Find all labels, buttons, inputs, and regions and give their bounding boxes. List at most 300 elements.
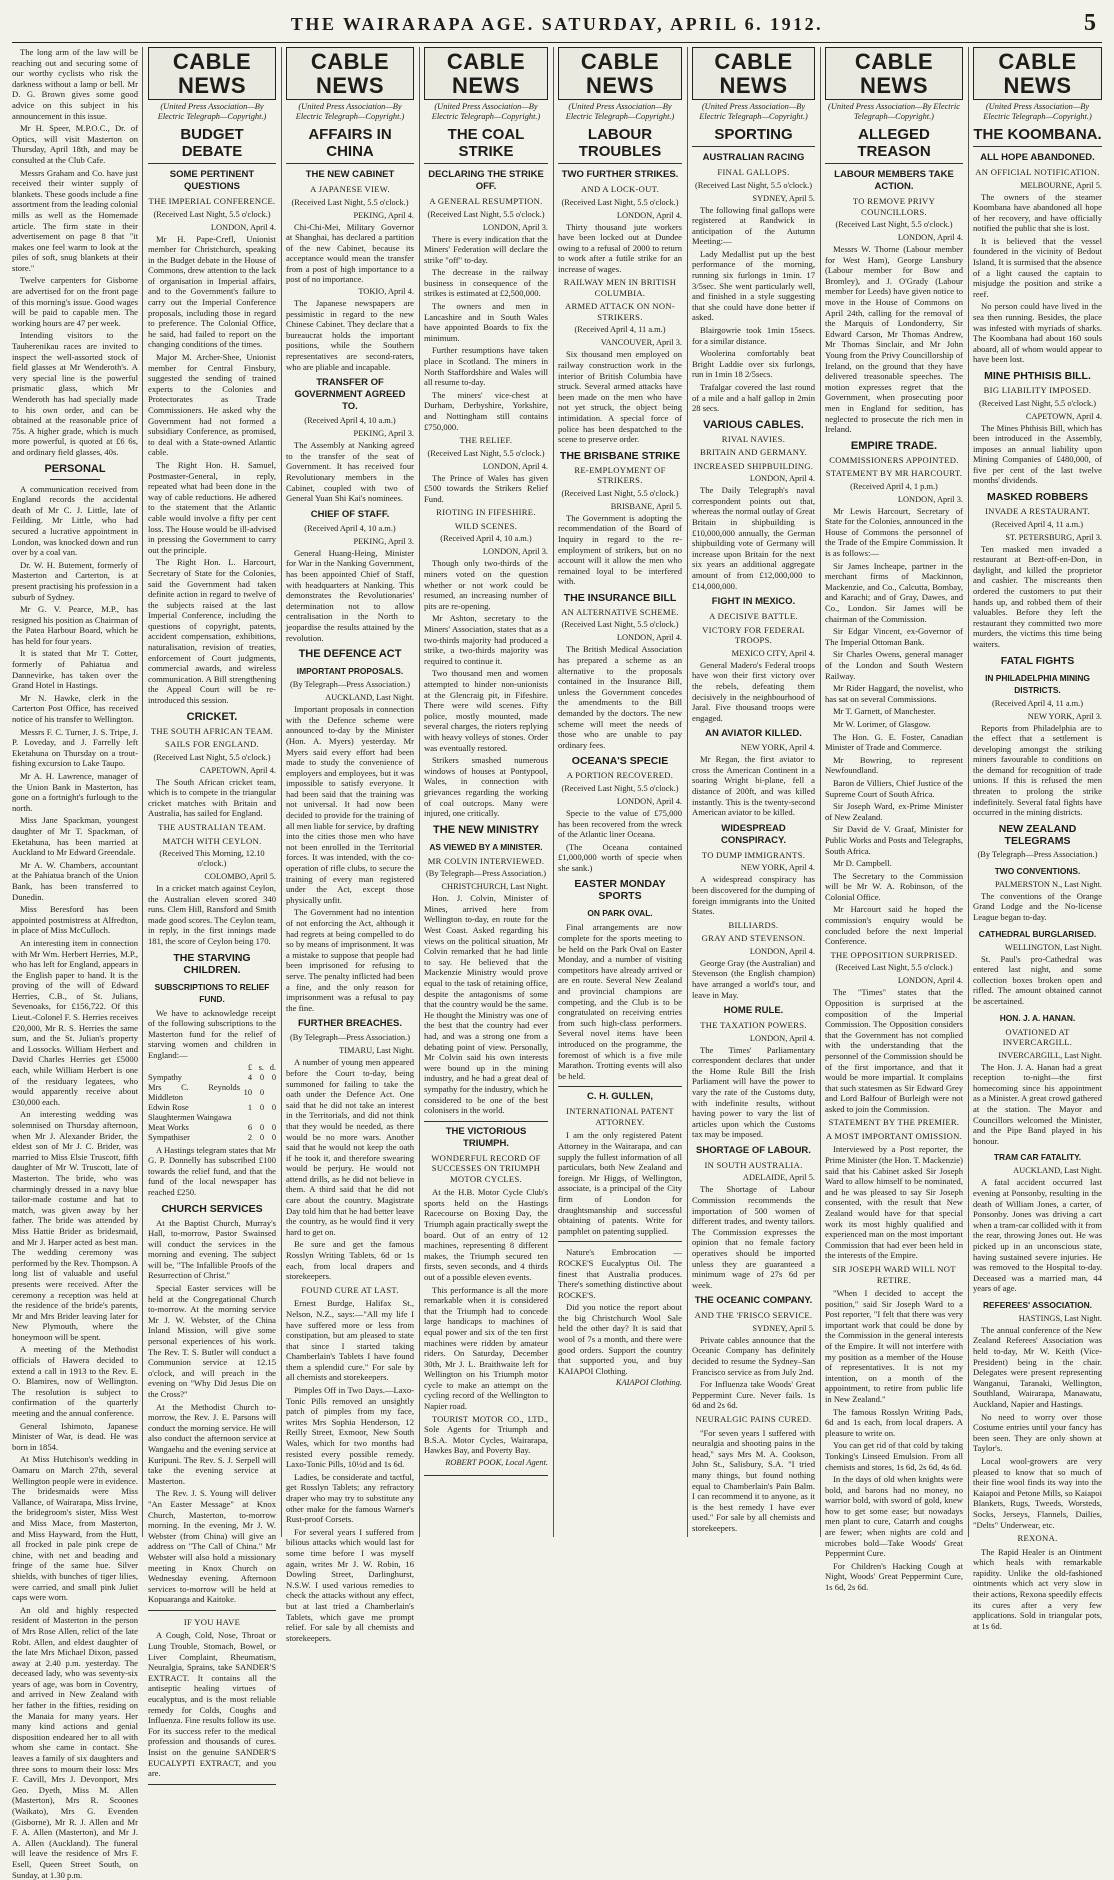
topic-line: MR COLVIN INTERVIEWED. xyxy=(427,855,545,866)
section-heading: THE NEW MINISTRY xyxy=(433,823,539,836)
dateline: LONDON, April 4. xyxy=(616,633,682,643)
paragraph: It is stated that Mr T. Cotter, formerly of Pahiatua and Dannevirke, has taken over the Grand Hotel in Hastings. xyxy=(12,648,138,691)
dateline: PALMERSTON N., Last Night. xyxy=(994,879,1102,889)
subheading: ALL HOPE ABANDONED. xyxy=(980,152,1095,163)
table-cell: Edwin Rose xyxy=(148,1102,189,1112)
received-line: (Received Last Night, 5.5 o'clock.) xyxy=(561,783,679,793)
subheading: SOME PERTINENT QUESTIONS xyxy=(169,169,255,192)
paragraph: Mr W. Lorimer, of Glasgow. xyxy=(833,718,931,729)
ad-title: REXONA. xyxy=(1017,1533,1058,1544)
dateline: LONDON, April 4. xyxy=(210,222,276,232)
subheading: DECLARING THE STRIKE OFF. xyxy=(428,169,544,192)
column-7 xyxy=(825,47,963,1593)
received-line: (Received April 4, 1 p.m.) xyxy=(850,481,938,491)
topic-line: SAILS FOR ENGLAND. xyxy=(165,739,259,750)
dateline: WELLINGTON, Last Night. xyxy=(1004,942,1102,952)
paragraph: No person could have lived in the sea then running. Besides, the place was infested with myriads of sharks. The Koombana had about 160 souls aboard, all of whom would appear to have been lost. xyxy=(973,301,1102,365)
table-cell: Sympathiser xyxy=(148,1132,190,1142)
paragraph: The annual conference of the New Zealand Referees' Association was held to-day, Mr W. Keith (Vice-President) being in the chair. Delegates were present representing Wanganui, Taranaki, Wellington, Southland, Wairarapa, Manawatu, Auckland, Napier and Hastings. xyxy=(973,1324,1102,1410)
dateline: BRISBANE, April 5. xyxy=(610,501,682,511)
dateline: LONDON, April 4. xyxy=(897,976,963,986)
section-heading: EASTER MONDAY SPORTS xyxy=(574,878,666,903)
paragraph: Special Easter services will be held at the Congregational Church to-morrow. At the morning service Mr J. W. Webster, of the China Inland Mission, will give some personal experiences of his work. The Rev. T. S. Butler will conduct a Communion service at 12.15 o'clock, and will preach in the evening on "Why Did Jesus Die on the Cross?" xyxy=(148,1283,276,1399)
column-5 xyxy=(558,47,682,1537)
paragraph: Lady Medallist put up the best performance of the morning, running six furlongs in 1min. 17 3/5sec. She went particularly well, and finished in a style suggesting that she could have done better if asked. xyxy=(692,248,815,323)
credit-line: (United Press Association—By Electric Telegraph—Copyright.) xyxy=(565,102,675,121)
paragraph: The Rev. J. S. Young will deliver "An Easter Message" at Knox Church, Masterton, to-morrow morning. In the evening, Mr J. W. Webster (from China) will give an address on "The Call of China." Mr Webster will also hold a missionary meeting in Knox Church on Wednesday evening. Afternoon services to-morrow will be held at Kopuaranga and Kaitoke. xyxy=(148,1488,276,1605)
table-row xyxy=(148,1073,276,1083)
table-cell: 10 xyxy=(243,1087,252,1097)
paragraph: Trafalgar covered the last round of a mile and a half gallop in 2min 28 secs. xyxy=(692,382,815,414)
subheading: TRAM CAR FATALITY. xyxy=(993,1152,1082,1163)
paragraph: Mr T. Garnett, of Manchester. xyxy=(833,706,936,717)
dateline: LONDON, April 4. xyxy=(749,474,815,484)
topic-line: STATEMENT BY THE PREMIER. xyxy=(828,1117,960,1128)
table-cell: 0 xyxy=(271,1102,276,1112)
paragraph: Though only two-thirds of the miners voted on the question whether or not work could be resumed, an increasing number of pits are re-opening. xyxy=(424,558,548,611)
topic-line: THE IMPERIAL CONFERENCE. xyxy=(148,196,276,206)
column-rule xyxy=(968,47,969,1537)
section-heading: EMPIRE TRADE. xyxy=(850,439,938,452)
advertisement: No need to worry over those Costume entries until your fancy has been seen. They are only shown at Taylor's. xyxy=(973,1411,1102,1454)
topic-line: INCREASED SHIPBUILDING. xyxy=(693,460,814,471)
table-cell: 1 xyxy=(247,1102,252,1112)
page-number: 5 xyxy=(1084,10,1096,36)
cable-news-banner: CABLE NEWS xyxy=(558,47,682,100)
paragraph: Miss Beresford has been appointed postmistress at Alfredton, in place of Miss McCulloch. xyxy=(12,904,138,936)
topic-line: THE AUSTRALIAN TEAM. xyxy=(158,822,266,832)
paragraph: Mr H. Pape-Crefl, Unionist member for Christchurch, speaking in the Budget debate in the House of Commons, drew attention to the lack of organisation in Imperial affairs, and to the Government's failure to carry out the Imperial Conference proposals, including those in regard to preference. The Colonial Office, he said, had failed to report on the changing conditions of the times. xyxy=(148,233,276,350)
dateline: LONDON, April 4. xyxy=(749,1033,815,1043)
subheading: ON PARK OVAL. xyxy=(587,908,653,919)
dateline: TIMARU, Last Night. xyxy=(339,1046,414,1056)
ad-title: NEURALGIC PAINS CURED. xyxy=(695,1414,812,1425)
received-line: (Received April 4, 11 a.m.) xyxy=(574,325,666,335)
paragraph: The Hon. G. E. Foster, Canadian Minister of Trade and Commerce. xyxy=(825,731,963,753)
advertisement: "For seven years I suffered with neuralgia and shooting pains in the head," says Mrs M. A. Cookson, John St., Salisbury, S.A. "I tried many things, but found nothing equal to Chamberlain's Pain Balm. I can recommend it to anyone, as it is the best remedy I have ever used." For sale by all chemists and storekeepers. xyxy=(692,1427,815,1533)
table-cell: Slaughtermen Waingawa xyxy=(148,1112,232,1122)
paragraph: The Assembly at Nanking agreed to the transfer of the seat of Government. It has received four Revolutionary members in the Cabinet, coupled with two of General Yuan Shi Kai's nominees. xyxy=(286,440,414,504)
ad-text: At the H.B. Motor Cycle Club's sports held on the Hastings Racecourse on Boxing Day, the Triumph again practically swept the board. Out of an entry of 12 machines, representing 8 different makes, the Triumph secured ten firsts, seven seconds, and 4 thirds out of a possible eleven events. xyxy=(424,1187,548,1282)
credit-line: (By Telegraph—Press Association.) xyxy=(290,680,410,690)
advertisement: Nature's Embrocation — ROCKE'S Eucalyptus Oil. The finest that Australia produces. There's something distinctive about ROCKE'S. xyxy=(558,1247,682,1300)
headline: THE COAL STRIKE xyxy=(424,126,548,164)
paragraph: It is believed that the vessel foundered in the vicinity of Bedout Island, It is surmised that the absence of a light caused the captain to misjudge the position and strike a reef. xyxy=(973,235,1102,299)
paragraph: Private cables announce that the Oceanic Company has definitely decided to resume the Sydney–San Francisco service as from July 2nd. xyxy=(692,1334,815,1377)
received-line: (Received Last Night, 5.5 o'clock.) xyxy=(561,197,679,207)
paragraph: Specie to the value of £75,000 has been recovered from the wreck of the Atlantic liner Oceana. xyxy=(558,807,682,840)
dateline: HASTINGS, Last Night. xyxy=(1018,1313,1102,1323)
paragraph: Sir James Incheape, partner in the merchant firms of Mackinnon, Mackenzie, and Co., Calcutta, Bombay, and Karachi; and of Gray, Dawes, and Co., London. Sir James will be chairman of the Commission. xyxy=(825,560,963,624)
table-cell xyxy=(240,1113,252,1123)
table-cell: s. xyxy=(258,1062,264,1072)
section-heading: VARIOUS CABLES. xyxy=(703,418,804,431)
paragraph: Ten masked men invaded a restaurant at Bezt-off-en-Don, in daylight, and killed the proprietor and cashier. The miscreants then ordered the customers to put their hands up, and robbed them of their valuables. Before they left the restaurant they committed two more murders, the victims this time being waiters. xyxy=(973,543,1102,649)
column-rule xyxy=(820,47,821,1537)
topic-line: THE TAXATION POWERS. xyxy=(700,1020,807,1031)
topic-line: AN OFFICIAL NOTIFICATION. xyxy=(975,167,1100,177)
paragraph: Hon. J. Colvin, Minister of Mines, arrived here from Wellington to-day, en route for the West Coast. Asked regarding his views on the political situation, Mr Colvin remarked that he had little to say. He believed that the Mackenzie Ministry would prove equal to the task of retaining office, despite the antagonisms of some that the country would be the same. He thought the Ministry was one of the best that the country had ever had, and was a strong one from a debating point of view. Personally, Mr Colvin said his own interests were bound up in the mining industry, and he had a great deal of sympathy for the industry, which he considered to be one of the best colonisers in the world. xyxy=(424,893,548,1116)
table-cell: 4 xyxy=(247,1072,252,1082)
advertisement: Ladies, be considerate and tactful, get Rosslyn Tablets; any refractory draper who may try to substitute any other make for the famous Warner's Rust-proof Corsets. xyxy=(286,1471,414,1525)
column-rule xyxy=(419,47,420,1537)
paragraph: Sir Charles Owens, general manager of the London and South Western Railway. xyxy=(825,649,963,681)
dateline: SYDNEY, April 5. xyxy=(752,1323,815,1333)
column-6 xyxy=(692,47,815,1537)
paragraph: The Prince of Wales has given £500 towards the Strikers Relief Fund. xyxy=(424,472,548,504)
cable-news-banner: CABLE NEWS xyxy=(692,47,815,100)
received-line: (Received Last Night, 5.5 o'clock.) xyxy=(835,963,953,973)
masthead xyxy=(12,6,1102,43)
subscription-table xyxy=(148,1063,276,1143)
paragraph: The Times' Parliamentary correspondent declares that under the Home Rule Bill the Irish Parliament will have the power to vary the rate of the Customs duty, with indefinite results, without having power to vary the list of articles upon which the Customs tax may be imposed. xyxy=(692,1044,815,1140)
section-heading: FIGHT IN MEXICO. xyxy=(711,596,796,608)
received-line: (Received April 4, 10 a.m.) xyxy=(304,416,396,426)
section-heading: SHORTAGE OF LABOUR. xyxy=(696,1144,811,1156)
paragraph: Sir Joseph Ward, ex-Prime Minister of New Zealand. xyxy=(825,801,963,822)
topic-line: GRAY AND STEVENSON. xyxy=(701,933,806,944)
paragraph: Messrs W. Thorne (Labour member for West Ham), George Lansbury (Labour member for Bow and Bromley), and J. O'Grady (Labour member for Leeds) have given notice to move in the House of Commons on April 24th, calling for the removal of the Marquis of Londonderry, Sir Edward Carson, Mr Thomas Andrew, Mr Thomas Sinclair, and Mr John Young from the Privy Councillorship of Ireland, on the ground that they have delivered treasonable speeches. The motion expresses regret that the Government, when prosecuting poor men in England for sedition, has neglected to prosecute the rich men in Ireland. xyxy=(825,244,963,435)
subheading: REFEREES' ASSOCIATION. xyxy=(982,1299,1093,1310)
paragraph: An interesting wedding was solemnised on Thursday afternoon, when Mr J. Alexander Brider, the eldest son of Mr J. C. Brider, was married to Miss Elsie Truscott, fifth daughter of Mr W. Truscott, late of Masterton. The bride, who was charmingly dressed in a navy blue tailor-made costume and hat to match, was given away by her father. The bride was attended by Miss Hattie Brider as bridesmaid, and Mr J. Harper acted as best man. The wedding ceremony was performed by the Rev. Thompson. A long list of valuable and useful presents were received. After the ceremony a reception was held at the residence of the bride's parents, Mr and Mrs Brider leaving later for New Plymouth, where the honeymoon will be spent. xyxy=(12,1109,138,1342)
table-cell xyxy=(148,1063,240,1073)
table-cell: 0 xyxy=(259,1102,264,1112)
paragraph: The miners' vice-chest at Durham, Derbyshire, Yorkshire, and Nottingham still contains £750,000. xyxy=(424,389,548,432)
advertisement: Local wool-growers are very pleased to know that so much of their fine wool finds its way into the Kaiapoi and Petone Mills, so Kaiapoi Blankets, Rugs, Tweeds, Worsteds, Socks, Jerseys, Flannels, Dailies, "Delts" Underwear, etc. xyxy=(973,1456,1102,1530)
received-line: (Received Last Night, 5.5 o'clock.) xyxy=(153,209,271,219)
paragraph: An old and highly respected resident of Masterton in the person of Mrs Rose Allen, relict of the late Robt. Allen, and eldest daughter of the late Mrs Michael Dixon, passed away at 2.40 p.m. yesterday. The deceased lady, who was seventy-six years of age, was born in Coventry, and arrived in New Zealand with her father in the fifties, residing on the Manaia for many years. Her many kind actions and genial disposition endeared her to all with whom she came in contact. She leaves a family of six daughters and three sons to mourn their loss: Mrs F. Cavill, Mrs J. Devonport, Mrs Geo. Dyeth, Miss M. Allen (Masterton), Mrs R. Scoones (Waikato), Mrs G. Evenden (Gisborne), Mr R. J. Allen and Mr F. A. Allen (Masterton), and Mr J. A. Allen (Auckland). The funeral will leave the residence of Mrs F. Esell, Queen Street South, on Sunday, at 1.30 p.m. xyxy=(12,1604,138,1880)
paragraph: A communication received from England records the accidental death of Mr C. J. Little, late of Feilding. Mr Little, who had secured a lucrative appointment in London, was knocked down and run over by a coal van. xyxy=(12,483,138,558)
paragraph: Reports from Philadelphia are to the effect that a settlement is developing amongst the striking miners favourable to conditions on the demand for recognition of trade unions. If this is refused the men threaten to prolong the strike indefinitely. Several fatal fights have occurred in the mining districts. xyxy=(973,722,1102,818)
paragraph: Thirty thousand jute workers have been locked out at Dundee owing to a refusal of 2000 to return to work after a futile strike for an increase of wages. xyxy=(558,221,682,274)
topic-line: VICTORY FOR FEDERAL TROOPS. xyxy=(702,624,805,646)
paragraph: Mr A. W. Chambers, accountant at the Pahiatua branch of the Union Bank, has been transferred to Dunedin. xyxy=(12,859,138,902)
paragraph: Twelve carpenters for Gisborne are advertised for on the front page of this morning's issue. Good wages will be paid to capable men. The working hours are 47 per week. xyxy=(12,275,138,328)
advertisement xyxy=(558,1086,682,1242)
paragraph: The Right Hon. H. Samuel, Postmaster-General, in reply, repeated what had been done in the way of cable reductions. He adhered to the statement that the Atlantic cable would involve a fifty per cent loss. The House would be ill-advised in pressing the Government to carry out the principle. xyxy=(148,459,276,555)
received-line: (Received Last Night, 5.5 o'clock.) xyxy=(291,197,409,207)
section-heading: CHURCH SERVICES xyxy=(161,1202,263,1215)
divider xyxy=(50,479,100,480)
paragraph: Mr D. Campbell. xyxy=(833,858,892,869)
paragraph: Mr Ashton, secretary to the Miners' Association, states that as a two-thirds majority had produced a strike, a two-thirds majority was required to continue it. xyxy=(424,613,548,666)
paragraph: George Gray (the Australian) and Stevenson (the English champion) have arranged a world's tour, and leave in May. xyxy=(692,957,815,1000)
paragraph: Mr Lewis Harcourt, Secretary of State for the Colonies, announced in the House of Commons the personnel of the Trade of the Empire Commission. It is as follows:— xyxy=(825,505,963,559)
paragraph: In a cricket match against Ceylon, the Australian eleven scored 340 runs. Clem Hill, Ransford and Smith made good scores. The Ceylon team, in reply, in the first innings made 181, the score of Ceylon being 170. xyxy=(148,883,276,946)
table-cell: Meat Works xyxy=(148,1122,189,1132)
topic-line: RIVAL NAVIES. xyxy=(721,433,786,444)
dateline: VANCOUVER, April 3. xyxy=(600,338,682,348)
dateline: SYDNEY, April 5. xyxy=(752,193,815,203)
topic-line: MATCH WITH CEYLON. xyxy=(162,835,262,846)
received-line: (Received Last Night, 5.5 o'clock.) xyxy=(561,620,679,630)
topic-line: THE RELIEF. xyxy=(459,435,513,446)
paragraph: Mr H. Speer, M.P.O.C., Dr. of Optics, will visit Masterton on Thursday, April 18th, and may be consulted at the Club Cafe. xyxy=(12,123,138,165)
advertisement: For Children's Hacking Cough at Night, Woods' Great Peppermint Cure, 1s 6d, 2s 6d. xyxy=(825,1560,963,1593)
topic-line: A JAPANESE VIEW. xyxy=(310,184,390,194)
section-heading: PERSONAL xyxy=(44,462,106,475)
ad-subtitle: WONDERFUL RECORD OF SUCCESSES ON TRIUMPH MOTOR CYCLES. xyxy=(431,1152,541,1184)
paragraph: Interviewed by a Post reporter, the Prime Minister (the Hon. T. Mackenzie) said that his Cabinet asked Sir Joseph Ward to allow himself to be nominated, and he was pleased to say Sir Joseph consented, with the result that New Zealand would have for that special work its most highly qualified and experienced man on the most important Commission that had ever been held in the interests of the Empire. xyxy=(825,1144,963,1261)
masthead-title: THE WAIRARAPA AGE. SATURDAY, APRIL 6. 1912. xyxy=(290,14,824,34)
received-line: (Received Last Night, 5.5 o'clock.) xyxy=(427,209,545,219)
subheading: HON. J. A. HANAN. xyxy=(999,1012,1076,1023)
credit-line: (United Press Association—By Electric Telegraph—Copyright.) xyxy=(431,102,541,121)
cable-news-banner: CABLE NEWS xyxy=(148,47,276,100)
topic-line: STATEMENT BY MR HARCOURT. xyxy=(825,468,963,479)
column-4 xyxy=(424,47,548,1537)
advertisement xyxy=(148,1610,276,1785)
subheading: LABOUR MEMBERS TAKE ACTION. xyxy=(834,169,954,192)
dateline: LONDON, April 3. xyxy=(897,494,963,504)
table-row xyxy=(148,1133,276,1143)
credit-line: (United Press Association—By Electric Telegraph—Copyright.) xyxy=(699,102,808,121)
dateline: LONDON, April 4. xyxy=(897,233,963,242)
received-line: (Received Last Night, 5.5 o'clock.) xyxy=(427,448,545,458)
dateline: NEW YORK, April 3. xyxy=(1027,711,1102,721)
headline: AFFAIRS IN CHINA xyxy=(286,126,414,164)
table-cell: 0 xyxy=(259,1132,264,1142)
advertisement xyxy=(424,1121,548,1476)
paragraph: The Daily Telegraph's naval correspondent points out that, whereas the normal outlay of Great Britain in shipbuilding is £10,000,000 annually, the German shipbuilding vote of Germany will increase upon Britain for the next six years an additional aggregate amount of from £12,000,000 to £14,000,000. xyxy=(692,485,815,591)
topic-line: TO DUMP IMMIGRANTS. xyxy=(701,849,806,860)
paragraph: A Hastings telegram states that Mr G. P. Donnelly has subscribed £100 towards the relief fund, and that the fund of the local newspaper has reached £250. xyxy=(148,1144,276,1197)
paragraph: The Mines Phthisis Bill, which has been introduced in the Assembly, imposes an annual liability upon Mining Companies of £480,000, of five per cent of the last twelve months' dividends. xyxy=(973,422,1102,486)
paragraph: Mr A. H. Lawrence, manager of the Union Bank in Masterton, has gone on a fortnight's furlough to the north. xyxy=(12,771,138,813)
advertisement: Ernest Burdge, Halifax St., Nelson, N.Z., says:—"All my life I have suffered more or less from constipation, but am pleased to state that since I started taking Chamberlain's Tablets I have found them a splendid cure." For sale by all chemists and storekeepers. xyxy=(286,1298,414,1383)
paragraph: The Shortage of Labour Commission recommends the importation of 500 women of different trades, and twenty tailors. The Commission expresses the opinion that no female factory operatives should be imported unless they are guaranteed a minimum wage of 27s 6d per week. xyxy=(692,1184,815,1290)
topic-line: THE OPPOSITION SURPRISED. xyxy=(830,949,958,960)
paragraph: Messrs Graham and Co. have just received their winter supply of blankets. These goods include a fine assortment from the leading colonial mills as well as the Homemade article. The firm state in their advertisement on page 8 that "it makes one feel warm to look at the piles of soft, snug blankets at their store." xyxy=(12,167,139,273)
topic-line: RAILWAY MEN IN BRITISH COLUMBIA. xyxy=(563,277,677,298)
table-cell: d. xyxy=(269,1062,276,1072)
paragraph: Six thousand men employed on railway construction work in the interior of British Columbia have struck. Several armed attacks have been made on the men who have not yet struck, the object being intimidation. A special force of police has been despatched to the scene to preserve order. xyxy=(558,349,682,445)
ad-text: TOURIST MOTOR CO., LTD., Sole Agents for Triumph and B.S.A. Motor Cycles, Wairarapa, Hawkes Bay, and Poverty Bay. xyxy=(424,1413,548,1456)
received-line: (Received This Morning, 12.10 o'clock.) xyxy=(159,849,265,868)
dateline: CAPETOWN, April 4. xyxy=(1025,411,1102,421)
table-row xyxy=(148,1123,276,1133)
paragraph: General Ishimoto, Japanese Minister of War, is dead. He was born in 1854. xyxy=(12,1420,138,1452)
table-cell: 0 xyxy=(271,1122,276,1132)
paragraph: We have to acknowledge receipt of the following subscriptions to the Masterton fund for the relief of starving women and children in England:— xyxy=(148,1007,276,1060)
table-cell xyxy=(264,1083,276,1103)
cable-news-banner: CABLE NEWS xyxy=(424,47,548,100)
dateline: AUCKLAND, Last Night. xyxy=(1013,1166,1102,1176)
dateline: PEKING, April 4. xyxy=(353,210,414,220)
credit-line: (By Telegraph—Press Association.) xyxy=(290,1033,410,1043)
column-rule xyxy=(142,47,143,1537)
section-heading: CHIEF OF STAFF. xyxy=(310,508,390,520)
paragraph: Mr G. V. Pearce, M.P., has resigned his position as Chairman of the Patea Harbour Board, which he has held for four years. xyxy=(12,604,138,646)
topic-line: AN ALTERNATIVE SCHEME. xyxy=(561,606,679,617)
credit-line: (United Press Association—By Electric Telegraph—Copyright.) xyxy=(295,102,405,121)
paragraph: Major M. Archer-Shee, Unionist member for Central Finsbury, suggested the sending of trained experts to the Colonies and Protectorates as Trade Commissioners. He asked why the Government had not formed a subsidiary Conference, as promised, to deal with a State-owned Atlantic cable. xyxy=(148,352,276,458)
table-row xyxy=(148,1103,276,1113)
section-heading: MINE PHTHISIS BILL. xyxy=(984,370,1091,382)
dateline: CAPETOWN, April 4. xyxy=(199,765,276,775)
subheading: TWO CONVENTIONS. xyxy=(994,865,1081,876)
paragraph: There is every indication that the Miners' Federation will declare the strike "off" to-day. xyxy=(424,233,548,265)
table-cell: 2 xyxy=(247,1132,252,1142)
section-heading: TRANSFER OF GOVERNMENT AGREED TO. xyxy=(294,377,406,413)
paragraph: The owners of the steamer Koombana have abandoned all hope of her recovery, and have officially notified the public that she is lost. xyxy=(973,191,1102,234)
paragraph: An interesting item in connection with Mr Wm. Herbert Herries, M.P., who has left for England, appears in the English paper to hand. It is the proving of the will of Edward Herries, C.B., of St. Julians, Sevenoaks, for £156,722. Of this Lieut.-Colonel F. S. Herries receives £20,000, Mr R. S. Herries the same sum, and the St. Julian's property and Lossocks. William Herbert and David Charles Herries get £5000 each, while William Herbert is one of the residuary legatees, who would apparently receive about £30,000 each. xyxy=(12,937,138,1107)
table-cell: 0 xyxy=(271,1072,276,1082)
topic-line: TO REMOVE PRIVY COUNCILLORS. xyxy=(852,196,936,217)
headline: BUDGET DEBATE xyxy=(148,126,276,164)
topic-line: WILD SCENES. xyxy=(454,520,518,531)
topic-line: FINAL GALLOPS. xyxy=(717,167,790,177)
paragraph: The Hon. J. A. Hanan had a great reception to-night—the first homecoming since his appointment as a Minister. A great crowd gathered at the station. The Mayor and Councillors welcomed the Minister, and the Pipe Band played in his honour. xyxy=(973,1061,1102,1146)
table-cell: 0 xyxy=(259,1072,264,1082)
dateline: INVERCARGILL, Last Night. xyxy=(998,1050,1102,1060)
paragraph: The long arm of the law will be reaching out and securing some of our worthy cyclists who risk the darkness without a lamp or bell. Mr D. G. Brown gives some good advice on this subject in his announcement in this issue. xyxy=(12,47,138,121)
table-row xyxy=(148,1083,276,1103)
topic-line: THE SOUTH AFRICAN TEAM. xyxy=(150,725,274,736)
section-heading: THE DEFENCE ACT xyxy=(298,648,402,661)
ad-title: FOUND CURE AT LAST. xyxy=(301,1284,399,1295)
topic-line: RIOTING IN FIFESHIRE. xyxy=(436,507,536,518)
paragraph: Final arrangements are now complete for the sports meeting to be held on the Park Oval on Easter Monday, and a number of visiting competitors have already arrived or are en route. Several New Zealand and provincial champions are competing, and the Club is to be congratulated on receiving entries from such high-class performers. Several novel items have been introduced on the programme, the foremost of which is a five mile Marathon. Trotting events will also be held. xyxy=(558,922,682,1081)
subheading: IMPORTANT PROPOSALS. xyxy=(296,666,404,677)
table-header-row xyxy=(148,1063,276,1073)
column-3 xyxy=(286,47,414,1643)
dateline: ST. PETERSBURG, April 3. xyxy=(1005,532,1102,542)
paragraph: Chi-Chi-Mei, Military Governor at Shanghai, has declared a partition of the new Cabinet, because its acceptance would mean the transfer from a post of high importance to a post of no importance. xyxy=(286,221,414,285)
topic-line: RE-EMPLOYMENT OF STRIKERS. xyxy=(574,464,666,486)
paragraph: A fatal accident occurred last evening at Ponsonby, resulting in the death of William Jones, a carter, of Ponsonby. Jones was driving a cart when a tram-car collided with it from the rear, throwing Jones out. He was picked up in an unconscious state, having sustained severe injuries. He was removed to the Hospital to-day. Deceased was a married man, 44 years of age. xyxy=(973,1177,1102,1294)
paragraph: Mr Regan, the first aviator to cross the American Continent in a soaring Wright bi-plane, fell a distance of 200ft, and was killed instantly. This is the twenty-second American aviator to be killed. xyxy=(692,754,815,818)
topic-line: A PORTION RECOVERED. xyxy=(566,770,674,781)
paragraph: Further resumptions have taken place in Scotland. The miners in North Staffordshire and Wales will all resume to-day. xyxy=(424,345,548,388)
credit-line: (United Press Association—By Electric Telegraph—Copyright.) xyxy=(828,102,960,121)
received-line: (Received April 4, 10 a.m.) xyxy=(304,523,396,533)
section-heading: THE INSURANCE BILL xyxy=(563,591,677,604)
topic-line: SIR JOSEPH WARD WILL NOT RETIRE. xyxy=(832,1264,956,1285)
paragraph: At the Baptist Church, Murray's Hall, to-morrow, Pastor Swainsed will conduct the services in the morning and evening. The subject will be, "The Infallible Proofs of the Resurrection of Christ." xyxy=(148,1217,276,1281)
column-rule xyxy=(281,47,282,1537)
credit-line: (By Telegraph—Press Association.) xyxy=(426,869,546,879)
paragraph: The "Times" states that the Opposition is surprised at the composition of the Imperial Commission. The Opposition considers that the Government has not complied with the understanding that the personnel of the Commission should be of the first importance, and that it would be more impartial. It complains that such statesmen as Sir Edward Grey and Lord Balfour of Burleigh were not asked to join the Commission. xyxy=(825,987,963,1114)
headline: THE KOOMBANA. xyxy=(973,126,1102,147)
section-heading: FATAL FIGHTS xyxy=(1000,654,1075,667)
dateline: CHRISTCHURCH, Last Night. xyxy=(441,882,548,892)
ad-signature: ROBERT POOK, Local Agent. xyxy=(445,1458,548,1468)
cable-news-banner: CABLE NEWS xyxy=(286,47,414,100)
paragraph: Messrs F. C. Turner, J. S. Tripe, J. P. Loveday, and J. Farrelly left Eketahuna on Thursday on a trout-fishing excursion to Lake Taupo. xyxy=(12,726,138,769)
section-heading: WIDESPREAD CONSPIRACY. xyxy=(721,822,786,846)
dateline: PEKING, April 3. xyxy=(353,536,414,546)
dateline: LONDON, April 3. xyxy=(482,547,548,557)
headline: ALLEGED TREASON xyxy=(825,126,963,164)
ad-signature: KAIAPOI Clothing. xyxy=(615,1378,682,1388)
subheading: CATHEDRAL BURGLARISED. xyxy=(978,928,1097,939)
dateline: ADELAIDE, April 5. xyxy=(742,1173,815,1183)
paragraph: Woolerina comfortably beat Bright Laddie over six furlongs, run in 1min 18 2/5secs. xyxy=(692,348,815,380)
paragraph: (The Oceana contained £1,000,000 worth of specie when she sank.) xyxy=(558,841,682,873)
cable-news-banner: CABLE NEWS xyxy=(825,47,963,100)
paragraph: Sir Edgar Vincent, ex-Governor of The Imperial Ottoman Bank. xyxy=(825,626,963,647)
dateline: COLOMBO, April 5. xyxy=(204,872,276,881)
table-row xyxy=(148,1113,276,1123)
topic-line: BRITAIN AND GERMANY. xyxy=(699,447,808,458)
paragraph: The Government is adopting the recommendation of the Board of Inquiry in regard to the re-employment of strikers, but on no account will it allow the men who remained loyal to be interfered with. xyxy=(558,512,682,587)
section-heading: HOME RULE. xyxy=(723,1005,784,1017)
paragraph: Miss Jane Spackman, youngest daughter of Mr T. Spackman, of Eketahuna, has been married at Auckland to Mr Edward Greendale. xyxy=(12,815,138,858)
dateline: NEW YORK, April 4. xyxy=(740,743,815,753)
dateline: TOKIO, April 4. xyxy=(358,287,414,297)
topic-line: BILLIARDS. xyxy=(728,919,779,930)
ad-text: This performance is all the more remarkable when it is considered that the Triumph had to concede large handicaps to machines of equal power and six of the ten first machines were ridden by amateur riders. On Saturday, December 30th, Mr J. L. Braithwaite left for Wellington on his Triumph motor cycle to make an attempt on the cycling record of the Wellington to Napier road. xyxy=(424,1284,548,1412)
table-cell: £ xyxy=(247,1062,252,1072)
column-2 xyxy=(148,47,276,1779)
subheading: THE NEW CABINET xyxy=(305,169,395,180)
topic-line: AND THE 'FRISCO SERVICE. xyxy=(694,1310,813,1321)
table-cell: Sympathy xyxy=(148,1072,182,1082)
dateline: LONDON, April 4. xyxy=(482,461,548,471)
topic-line: IN SOUTH AUSTRALIA. xyxy=(704,1159,803,1170)
paragraph: Important proposals in connection with the Defence scheme were announced to-day by the Minister (Hon. A. Myers) yesterday. Mr Myers said every effort had been made to study the convenience of employers and employees, but it was impossible to satisfy everyone. It had been said that the training was not universal. It had now been decided to provide for the training of all men liable for service, by drafting into the cities those men who have not been enrolled in the Territorial forces. It was intended, with the co-operation of rifle clubs, to secure the training of every man registered under the Act, except those physically unfit. xyxy=(286,704,414,905)
received-line: (Received April 4, 11 a.m.) xyxy=(991,519,1084,529)
dateline: NEW YORK, April 4. xyxy=(740,863,815,873)
paragraph: A widespread conspiracy has been discovered for the dumping of foreign immigrants into the United States. xyxy=(692,874,815,917)
column-1 xyxy=(12,47,139,1880)
paragraph: St. Paul's pro-Cathedral was entered last night, and some collection boxes broken open and rifled. The amount obtained cannot be ascertained. xyxy=(973,953,1102,1006)
paragraph: The conventions of the Orange Grand Lodge and the No-license League began to-day. xyxy=(973,890,1102,923)
subheading: IN PHILADELPHIA MINING DISTRICTS. xyxy=(985,672,1090,695)
paragraph: General Huang-Heing, Minister for War in the Nanking Government, has been appointed Chief of Staff, with headquarters at Nanking. This demonstrates the Revolutionaries' determination not to allow centralisation in the North to jeopardise the results attained by the revolution. xyxy=(286,547,414,643)
table-cell xyxy=(264,1113,276,1123)
paragraph: Mr Harcourt said he hoped the commission's enquiry would be concluded before the next Imperial Conference. xyxy=(825,904,963,947)
topic-line: A GENERAL RESUMPTION. xyxy=(429,196,543,206)
paragraph: Intending visitors to the Tauherenikau races are invited to inspect the well-assorted stock of field glasses at Mr Wenderoth's. A very special line is the powerful prismatic glass, which Mr Wenderoth has had specially made to his own order, and can be obtained at the reasonable price of 75s. A higher grade, which is much more powerful, is quoted at £6 6s, and ordinary field glasses, 40s. xyxy=(12,330,138,457)
paragraph: The decrease in the railway business in consequence of the strikes is estimated at £2,500,000. xyxy=(424,267,548,299)
table-cell: Mrs C. Reynolds Middleton xyxy=(148,1082,240,1102)
ad-text: A Cough, Cold, Nose, Throat or Lung Trouble, Stomach, Bowel, or Liver Complaint, Rheumatism, Neuralgia, Sprains, take SANDER'S EXTRACT. It contains all the antiseptic healing virtues of eucalyptus, and is the most reliable remedy for Colds, Coughs and Influenza. Fine results follow its use. For its success refer to the medical profession and thousands of cures. Insist on the genuine SANDER'S EUCALYPTI EXTRACT, and you are. xyxy=(148,1630,276,1779)
advertisement: The famous Rosslyn Writing Pads, 6d and 1s each, from local drapers. A pleasure to write on. xyxy=(825,1406,963,1438)
dateline: MELBOURNE, April 5. xyxy=(1020,180,1102,190)
section-heading: THE OCEANIC COMPANY. xyxy=(694,1295,813,1307)
topic-line: COMMISSIONERS APPOINTED. xyxy=(829,454,959,465)
dateline: LONDON, April 4. xyxy=(749,946,815,956)
dateline: LONDON, April 3. xyxy=(482,222,548,232)
paragraph: Two thousand men and women attempted to hinder non-unionists at the Glencraig pit, in Fifeshire. There were wild scenes. Fifty police, mostly mounted, made several charges, the rioters replying with heavy volleys of stones. Order was eventually restored. xyxy=(424,668,548,753)
paragraph: The Secretary to the Commission will be Mr W. A. Robinson, of the Colonial Office. xyxy=(825,870,963,902)
paragraph: A number of young men appeared before the Court to-day, being summoned for failing to take the oath under the Defence Act. One said that he did not take an interest in the Territorials, and did not think that they would be needed, as there would be no more wars. Another said that he would not keep the oath if he took it, and therefore swearing would be perjury. He would not attend drills, as he did not believe in them. A third said that he did not care about the country. Magistrate Day told him that he had better leave the country, as he would find it very hard to get on. xyxy=(286,1057,414,1237)
section-heading: NEW ZEALAND TELEGRAMS xyxy=(998,822,1077,847)
ad-title: IF YOU HAVE xyxy=(183,1616,241,1627)
table-cell: 0 xyxy=(271,1132,276,1142)
dateline: PEKING, April 3. xyxy=(353,429,414,439)
paragraph: The Government had no intention of not enforcing the Act, although it had regrets at being compelled to do so by means of imprisonment. It was a mistake to suppose that people had been imprisoned for refusing to serve. The penalty inflicted had been a fine, and the only reason for imprisonment was a refusal to pay the fine. xyxy=(286,907,414,1013)
subheading: AUSTRALIAN RACING xyxy=(702,152,805,163)
topic-line: OVATIONED AT INVERCARGILL. xyxy=(1002,1026,1073,1048)
ad-text: I am the only registered Patent Attorney in the Wairarapa, and can supply the fullest information of all particulars, both New Zealand and foreign. Mr Higgs, of Wellington, associate, is a principal of the City firm of London for draughtsmanship and successful obtaining of patents. Write for pamphlet on patenting supplied. xyxy=(558,1130,682,1236)
advertisement: Pimples Off in Two Days.—Laxo-Tonic Pills removed an unsightly patch of pimples from my face, writes Mrs Sophia Henderson, 12 Reilly Street, Exmoor, New South Wales, which for two months had resisted every possible remedy. Laxo-Tonic Pills, 10½d and 1s 6d. xyxy=(286,1385,414,1470)
credit-line: (United Press Association—By Electric Telegraph—Copyright.) xyxy=(157,102,267,121)
column-rule xyxy=(687,47,688,1537)
credit-line: (By Telegraph—Press Association.) xyxy=(977,849,1098,859)
topic-line: BIG LIABILITY IMPOSED. xyxy=(983,385,1092,395)
dateline: LONDON, April 4. xyxy=(616,796,682,806)
headline: SPORTING xyxy=(692,126,815,147)
paragraph: A meeting of the Methodist officials of Hawera decided to extend a call in 1913 to the Rev. E. O. Blamires, now of Wellington. The resolution is subject to confirmation of the quarterly meeting and the annual conference. xyxy=(12,1344,138,1419)
paragraph: Mr Rider Haggard, the novelist, who has sat on several Commissions. xyxy=(825,683,963,704)
topic-line: A DECISIVE BATTLE. xyxy=(709,611,798,622)
advertisement: Be sure and get the famous Rosslyn Writing Tablets, 6d or 1s each, from local drapers and storekeepers. xyxy=(286,1239,414,1282)
received-line: (Received Last Night, 5.5 o'clock.) xyxy=(978,398,1097,408)
dateline: LONDON, April 4. xyxy=(616,210,682,220)
